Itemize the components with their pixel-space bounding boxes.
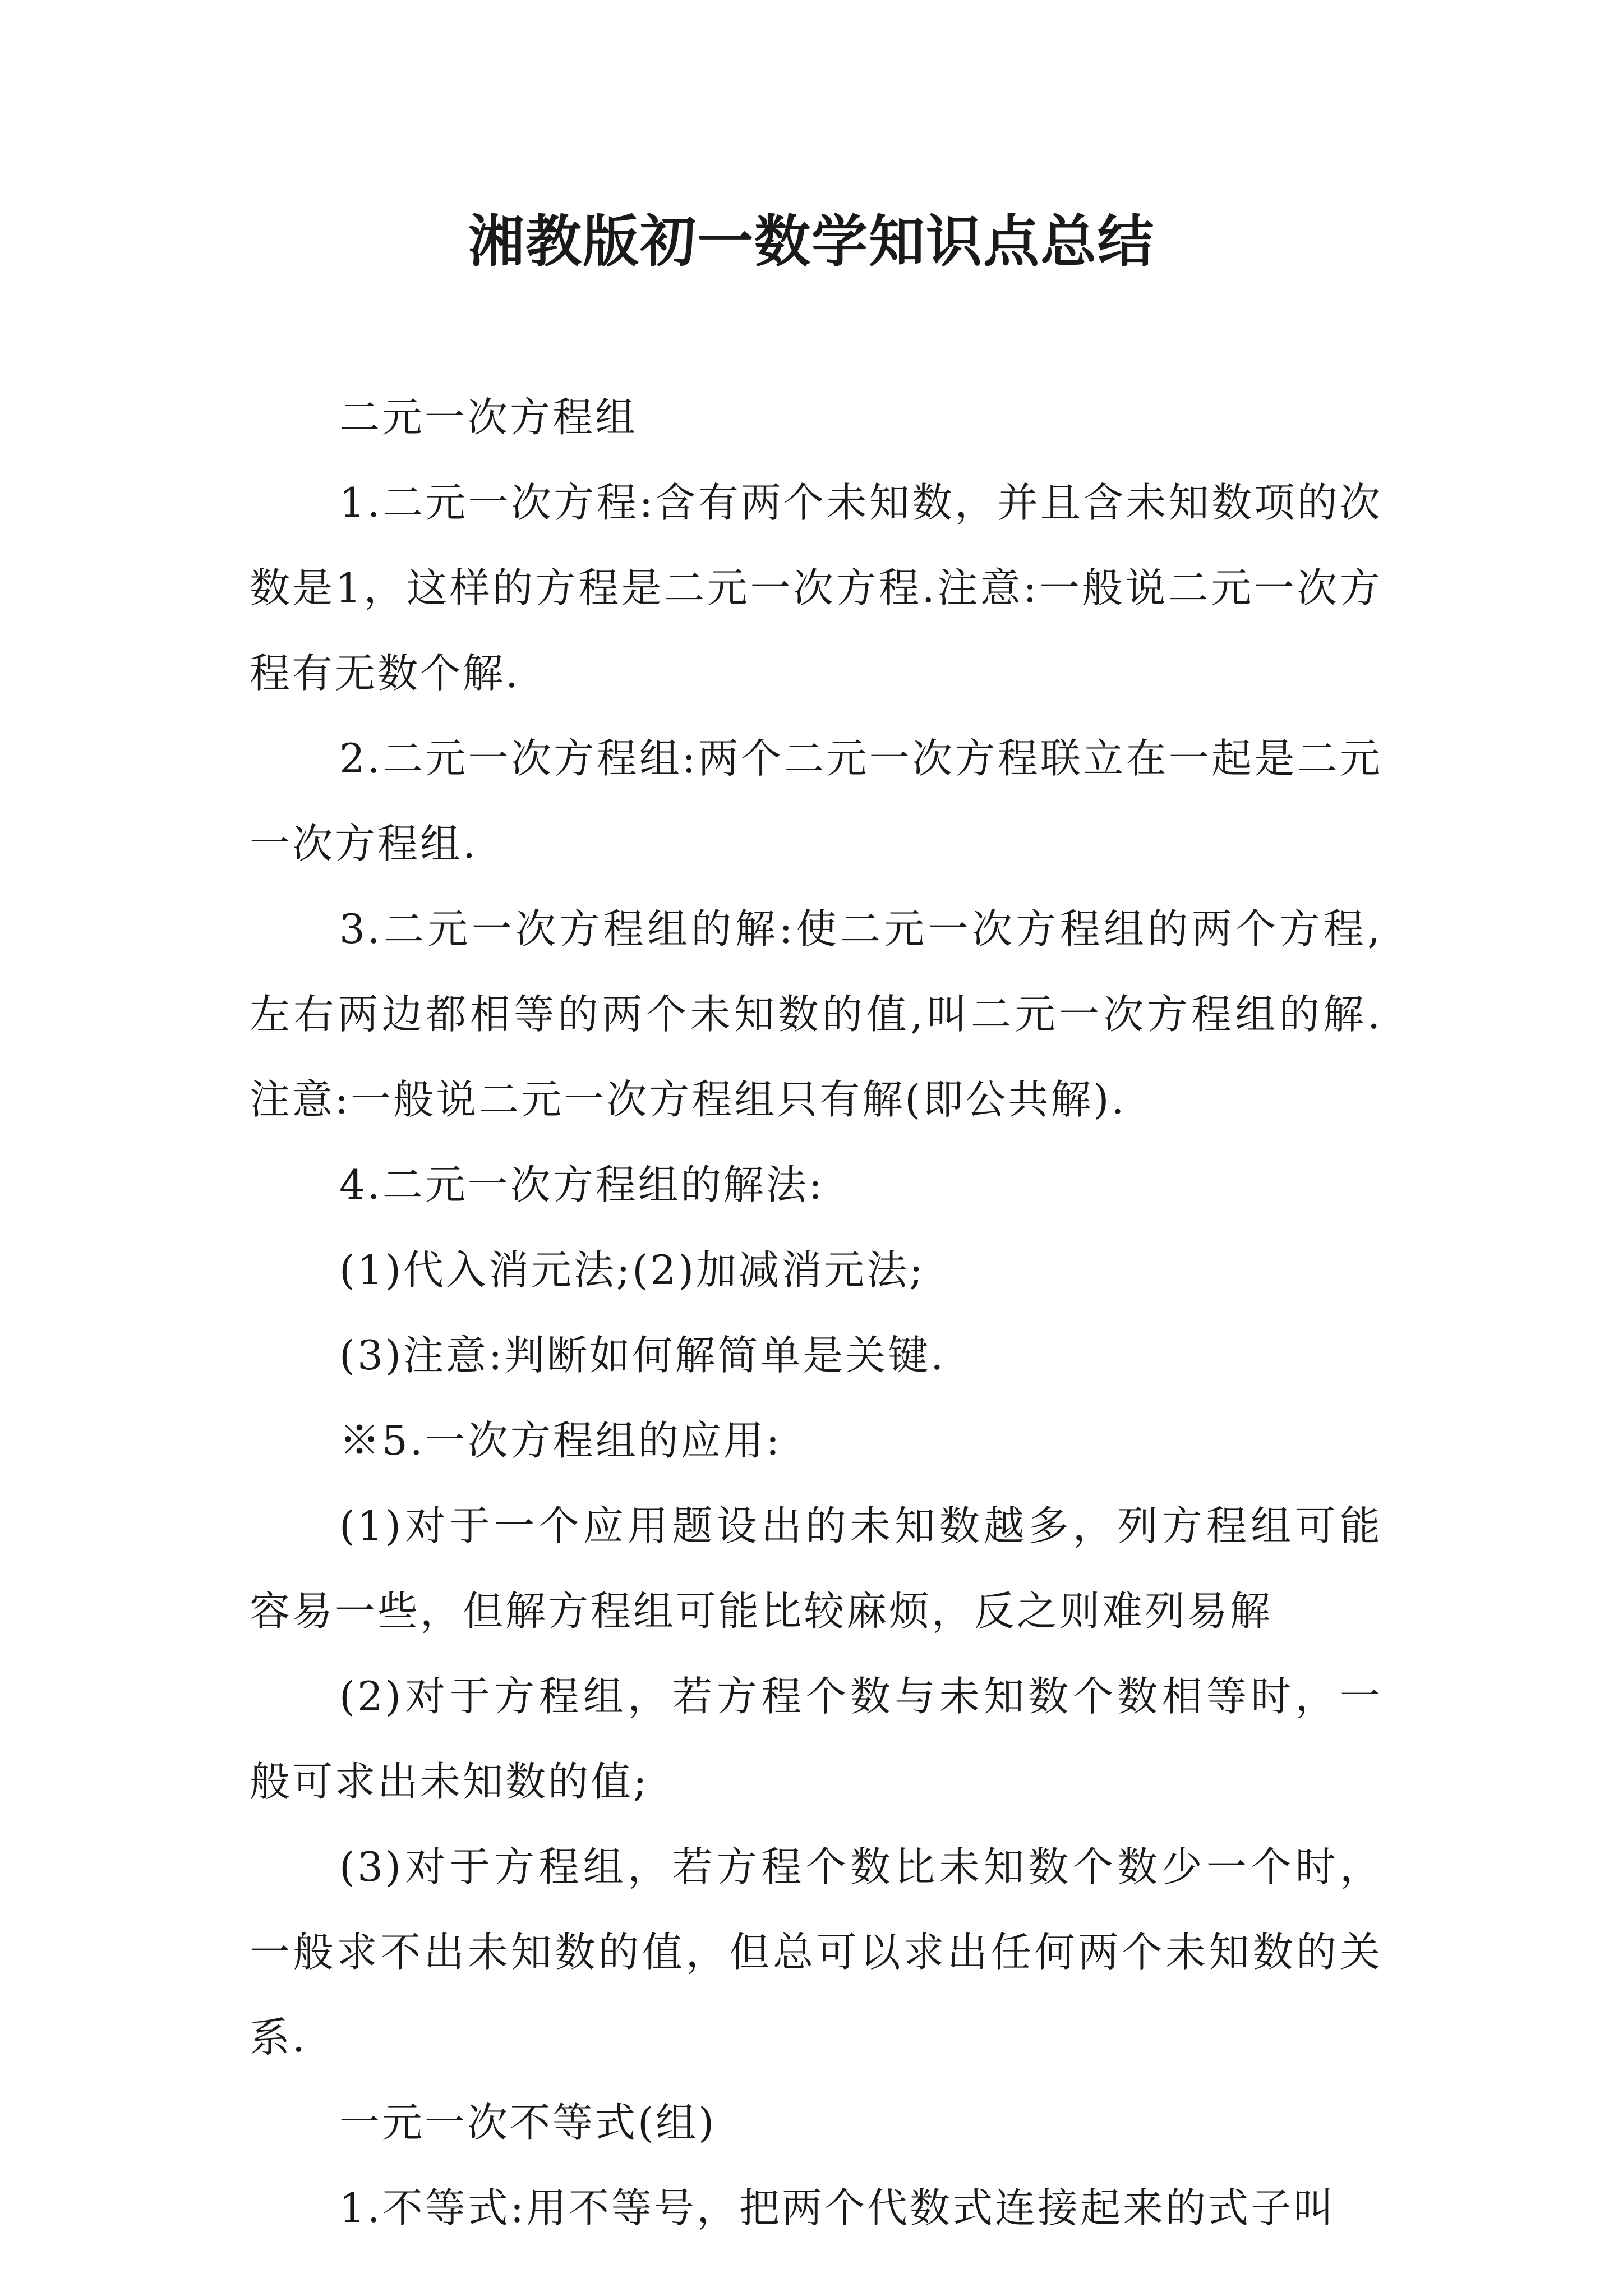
paragraph: 1.二元一次方程:含有两个未知数，并且含未知数项的次数是1，这样的方程是二元一次方程.注意:一般说二元一次方程有无数个解. xyxy=(250,479,1382,697)
paragraph: ※5.一次方程组的应用: xyxy=(339,1417,782,1464)
paragraph: 1.不等式:用不等号，把两个代数式连接起来的式子叫 xyxy=(339,2184,1336,2231)
paragraph: (1)对于一个应用题设出的未知数越多，列方程组可能容易一些，但解方程组可能比较麻烦，反之则难列易解 xyxy=(250,1502,1382,1635)
paragraph: 2.二元一次方程组:两个二元一次方程联立在一起是二元一次方程组. xyxy=(250,735,1382,867)
document-title: 湘教版初一数学知识点总结 xyxy=(468,208,1155,274)
paragraph: 4.二元一次方程组的解法: xyxy=(339,1161,824,1208)
section-heading-linear-inequalities: 一元一次不等式(组) xyxy=(339,2099,717,2146)
paragraph: (1)代入消元法;(2)加减消元法; xyxy=(339,1246,925,1294)
section-heading-linear-equation-systems: 二元一次方程组 xyxy=(339,394,638,441)
paragraph: (2)对于方程组，若方程个数与未知数个数相等时，一般可求出未知数的值; xyxy=(250,1673,1382,1805)
paragraph: 3.二元一次方程组的解:使二元一次方程组的两个方程,左右两边都相等的两个未知数的值,叫二元一次方程组的解.注意:一般说二元一次方程组只有解(即公共解). xyxy=(250,905,1382,1123)
document-body xyxy=(250,375,1382,2251)
paragraph: (3)注意:判断如何解简单是关键. xyxy=(339,1332,946,1379)
paragraph: (3)对于方程组，若方程个数比未知数个数少一个时，一般求不出未知数的值，但总可以求出任何两个未知数的关系. xyxy=(250,1843,1382,2061)
